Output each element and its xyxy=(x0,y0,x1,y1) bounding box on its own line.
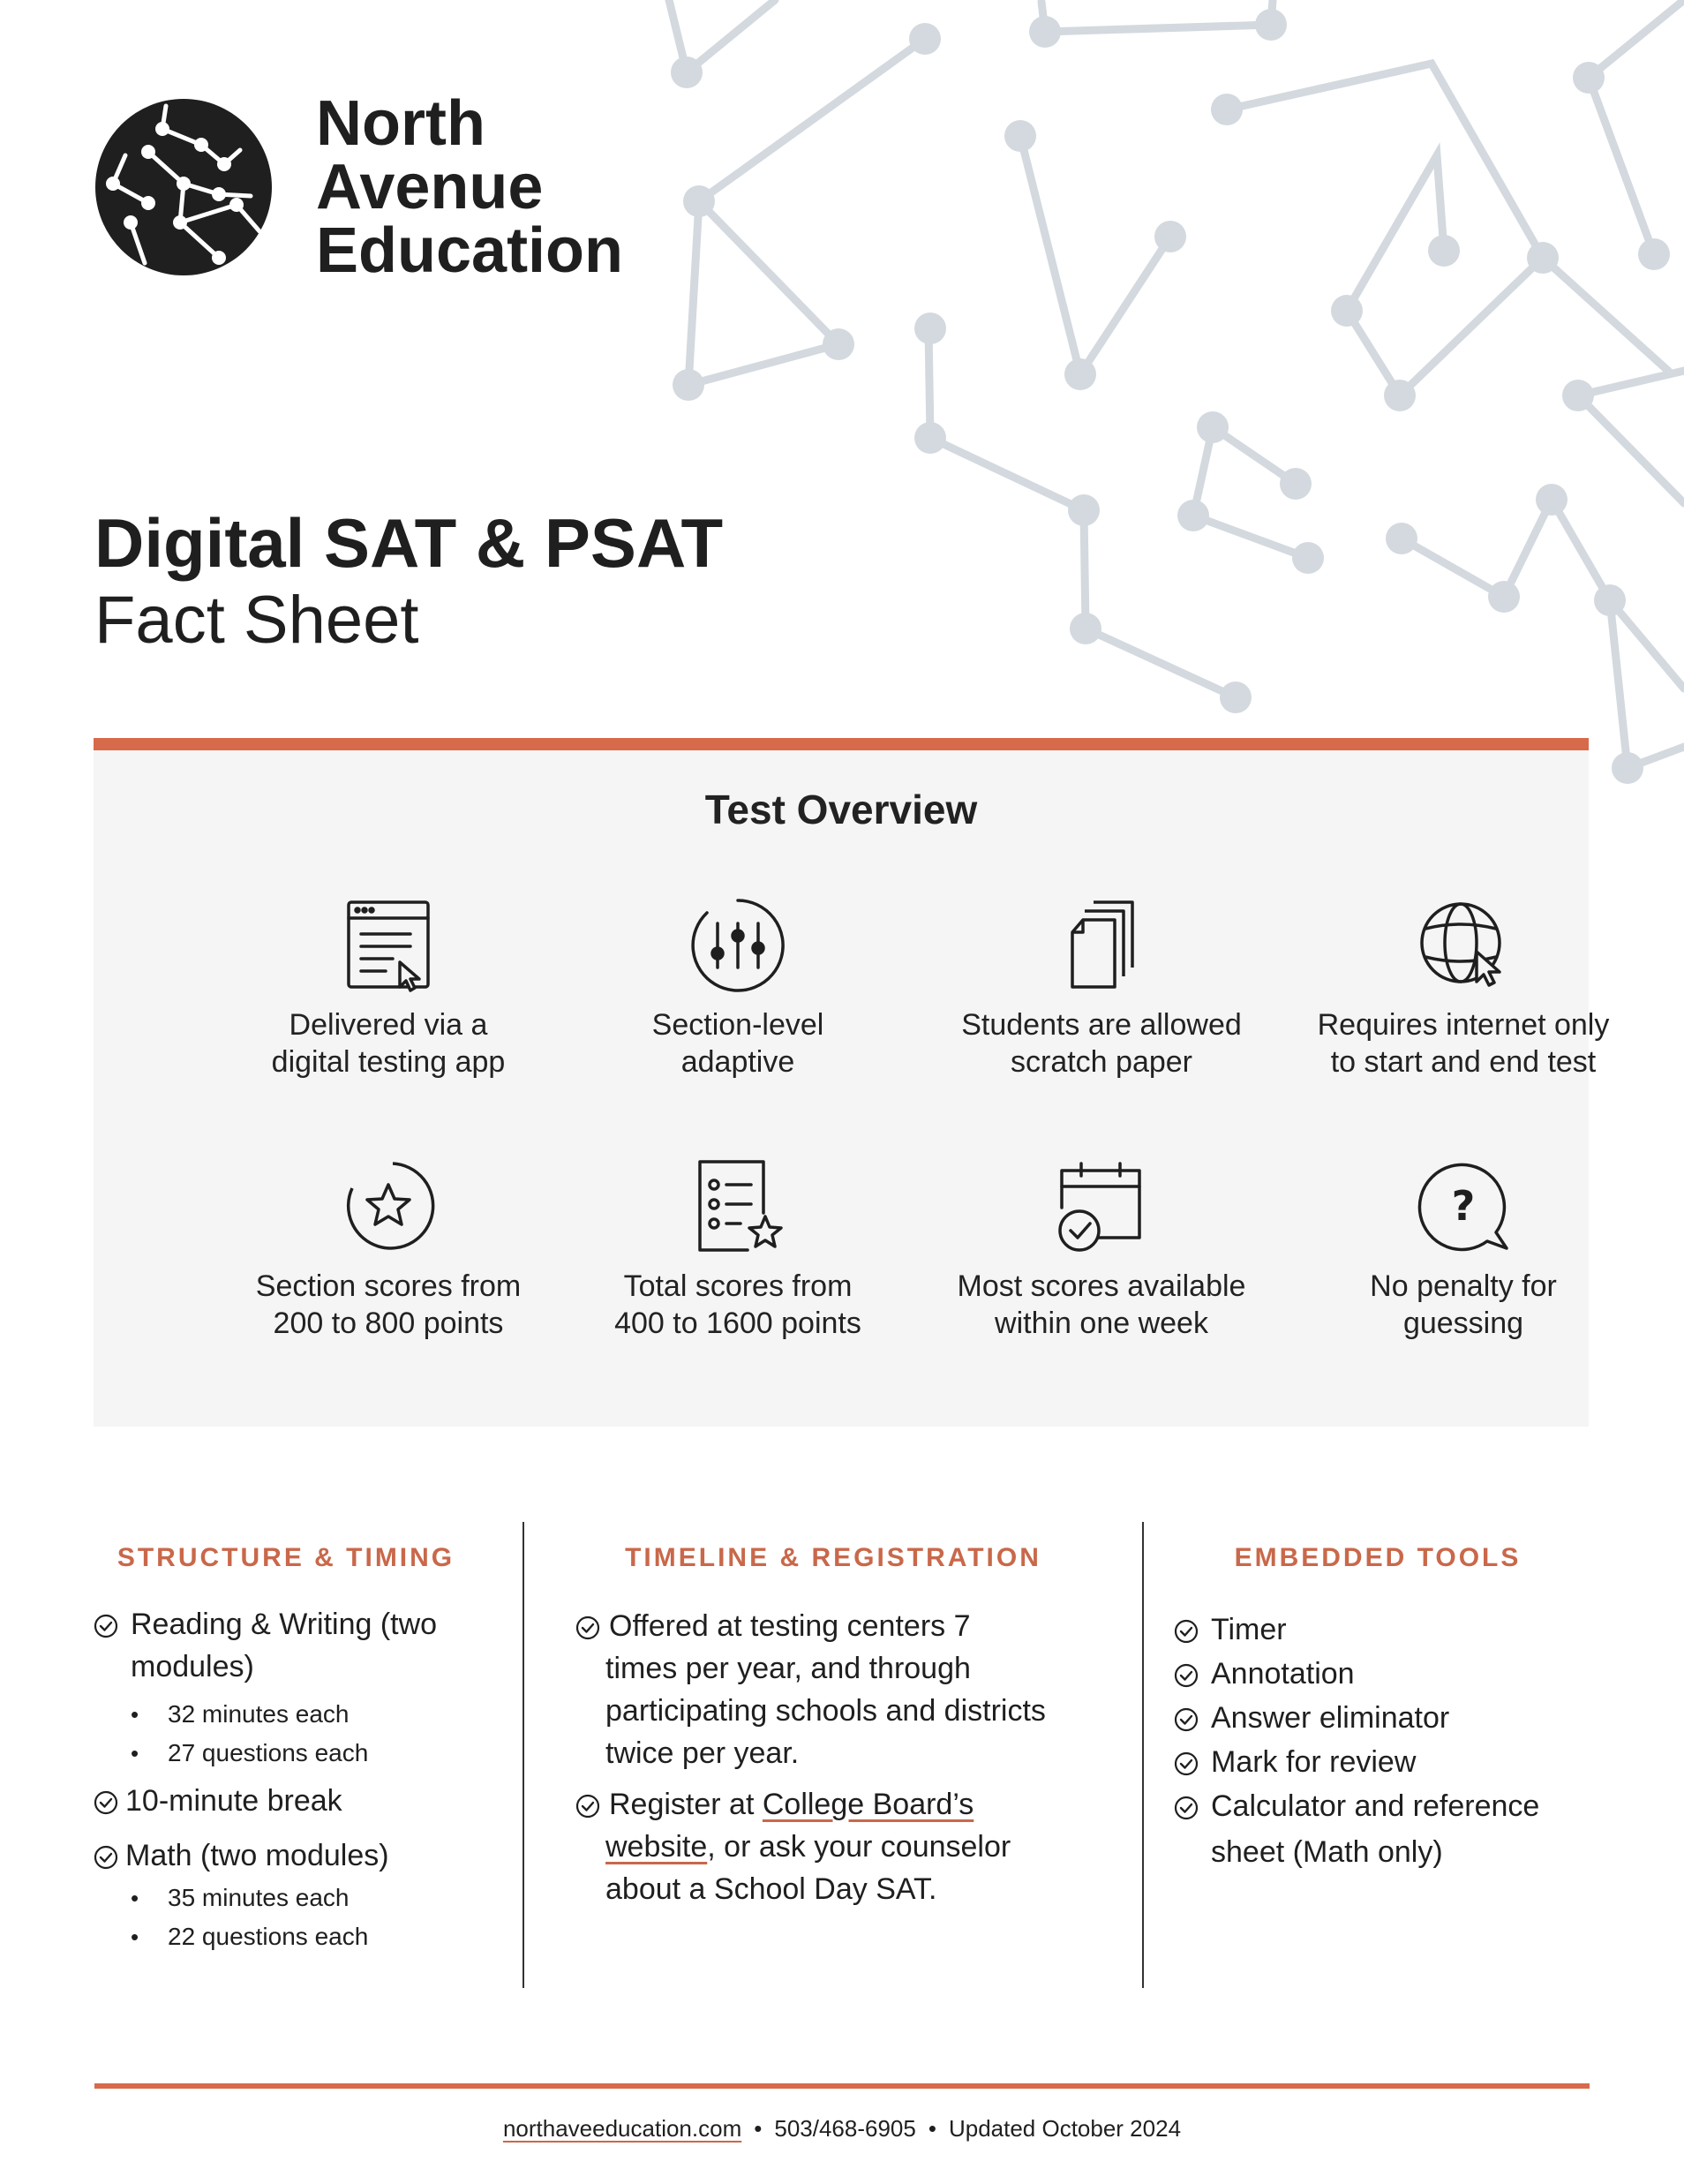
question-bubble-icon xyxy=(1415,1158,1512,1255)
brand-line-1: North xyxy=(316,88,485,159)
item-text: modules) xyxy=(131,1650,254,1683)
item-text: Math (two modules) xyxy=(125,1839,389,1872)
item-text: Timer xyxy=(1211,1613,1287,1646)
item-text: Reading & Writing (two xyxy=(131,1608,438,1641)
brand-name xyxy=(316,88,624,286)
structure-sub-rw-questions: • 27 questions each xyxy=(168,1734,368,1773)
feature-adaptive xyxy=(561,897,914,1081)
item-text: participating schools and districts xyxy=(605,1694,1046,1728)
item-text: Answer eliminator xyxy=(1211,1701,1450,1735)
footer-updated: Updated October 2024 xyxy=(948,2115,1182,2142)
svg-text:?: ? xyxy=(1451,1182,1476,1230)
feature-text: No penalty for guessing xyxy=(1370,1269,1557,1340)
check-circle-icon xyxy=(575,1794,600,1819)
register-text: , or ask your counselor xyxy=(707,1830,1011,1864)
register-prefix: Register at xyxy=(609,1788,763,1821)
website-link[interactable]: website xyxy=(605,1830,708,1864)
item-text: twice per year. xyxy=(605,1736,800,1770)
check-circle-icon xyxy=(1174,1796,1199,1820)
structure-item-break xyxy=(94,1780,342,1822)
footer xyxy=(0,2115,1684,2143)
feature-section-scores xyxy=(212,1158,565,1342)
feature-internet xyxy=(1287,897,1640,1081)
college-board-link[interactable]: College Board’s xyxy=(762,1788,974,1821)
footer-rule xyxy=(94,2083,1590,2089)
column-divider-1 xyxy=(522,1522,524,1988)
item-text: 10-minute break xyxy=(125,1784,342,1818)
check-circle-icon xyxy=(94,1845,118,1870)
tool-item-answer-eliminator xyxy=(1174,1697,1449,1739)
feature-text: Delivered via a digital testing app xyxy=(271,1008,506,1079)
feature-scores-week xyxy=(925,1158,1278,1342)
timeline-registration-heading: TIMELINE & REGISTRATION xyxy=(625,1543,1041,1572)
structure-sub-math-questions: • 22 questions each xyxy=(168,1917,368,1956)
check-circle-icon xyxy=(1174,1663,1199,1688)
feature-text: Section scores from 200 to 800 points xyxy=(255,1269,522,1340)
brand-line-2: Avenue xyxy=(316,152,544,222)
check-circle-icon xyxy=(575,1615,600,1640)
item-text: Mark for review xyxy=(1211,1745,1417,1779)
timeline-item-register xyxy=(575,1783,1123,1910)
item-text: Annotation xyxy=(1211,1657,1355,1691)
test-overview-panel xyxy=(94,738,1610,1427)
structure-item-reading-writing xyxy=(94,1603,508,1688)
tool-item-calculator xyxy=(1174,1785,1589,1873)
embedded-tools-heading: EMBEDDED TOOLS xyxy=(1234,1543,1522,1572)
item-text: times per year, and through xyxy=(605,1652,971,1685)
item-text: about a School Day SAT. xyxy=(605,1872,937,1906)
page-subtitle: Fact Sheet xyxy=(94,583,419,658)
item-text: Offered at testing centers 7 xyxy=(609,1609,971,1643)
logo-icon xyxy=(95,99,272,275)
timeline-item-offered xyxy=(575,1605,1123,1774)
structure-timing-heading: STRUCTURE & TIMING xyxy=(117,1543,455,1572)
star-circle-icon xyxy=(340,1158,437,1255)
feature-text: Students are allowed scratch paper xyxy=(961,1008,1242,1079)
tool-item-annotation xyxy=(1174,1653,1355,1695)
footer-phone: 503/468-6905 xyxy=(774,2115,916,2142)
check-circle-icon xyxy=(1174,1751,1199,1776)
app-window-icon xyxy=(340,897,437,994)
structure-sub-math-minutes: • 35 minutes each xyxy=(168,1879,349,1917)
papers-icon xyxy=(1053,897,1150,994)
check-circle-icon xyxy=(94,1614,118,1638)
page-title: Digital SAT & PSAT xyxy=(94,504,724,582)
feature-total-scores xyxy=(561,1158,914,1342)
sliders-icon xyxy=(689,897,786,994)
check-circle-icon xyxy=(1174,1707,1199,1732)
feature-text: Requires internet only to start and end test xyxy=(1317,1008,1610,1079)
structure-sub-rw-minutes: • 32 minutes each xyxy=(168,1695,349,1734)
tool-item-timer xyxy=(1174,1608,1287,1651)
footer-website-link[interactable]: northaveeducation.com xyxy=(502,2115,742,2142)
feature-text: Most scores available within one week xyxy=(957,1269,1246,1340)
feature-text: Section-level adaptive xyxy=(651,1008,824,1079)
structure-item-math xyxy=(94,1834,389,1877)
check-circle-icon xyxy=(1174,1619,1199,1644)
feature-no-penalty xyxy=(1287,1158,1640,1342)
calendar-check-icon xyxy=(1053,1158,1150,1255)
check-circle-icon xyxy=(94,1790,118,1815)
column-divider-2 xyxy=(1142,1522,1144,1988)
item-text: Calculator and reference xyxy=(1211,1789,1540,1823)
item-text: sheet (Math only) xyxy=(1211,1835,1443,1869)
brand-line-3: Education xyxy=(316,215,624,286)
footer-separator: • xyxy=(928,2115,936,2142)
overview-title: Test Overview xyxy=(704,787,978,832)
globe-cursor-icon xyxy=(1415,897,1512,994)
feature-text: Total scores from 400 to 1600 points xyxy=(614,1269,861,1340)
feature-scratch-paper xyxy=(925,897,1278,1081)
footer-separator: • xyxy=(754,2115,763,2142)
checklist-star-icon xyxy=(689,1158,786,1255)
tool-item-mark-for-review xyxy=(1174,1741,1416,1783)
feature-digital-app xyxy=(212,897,565,1081)
